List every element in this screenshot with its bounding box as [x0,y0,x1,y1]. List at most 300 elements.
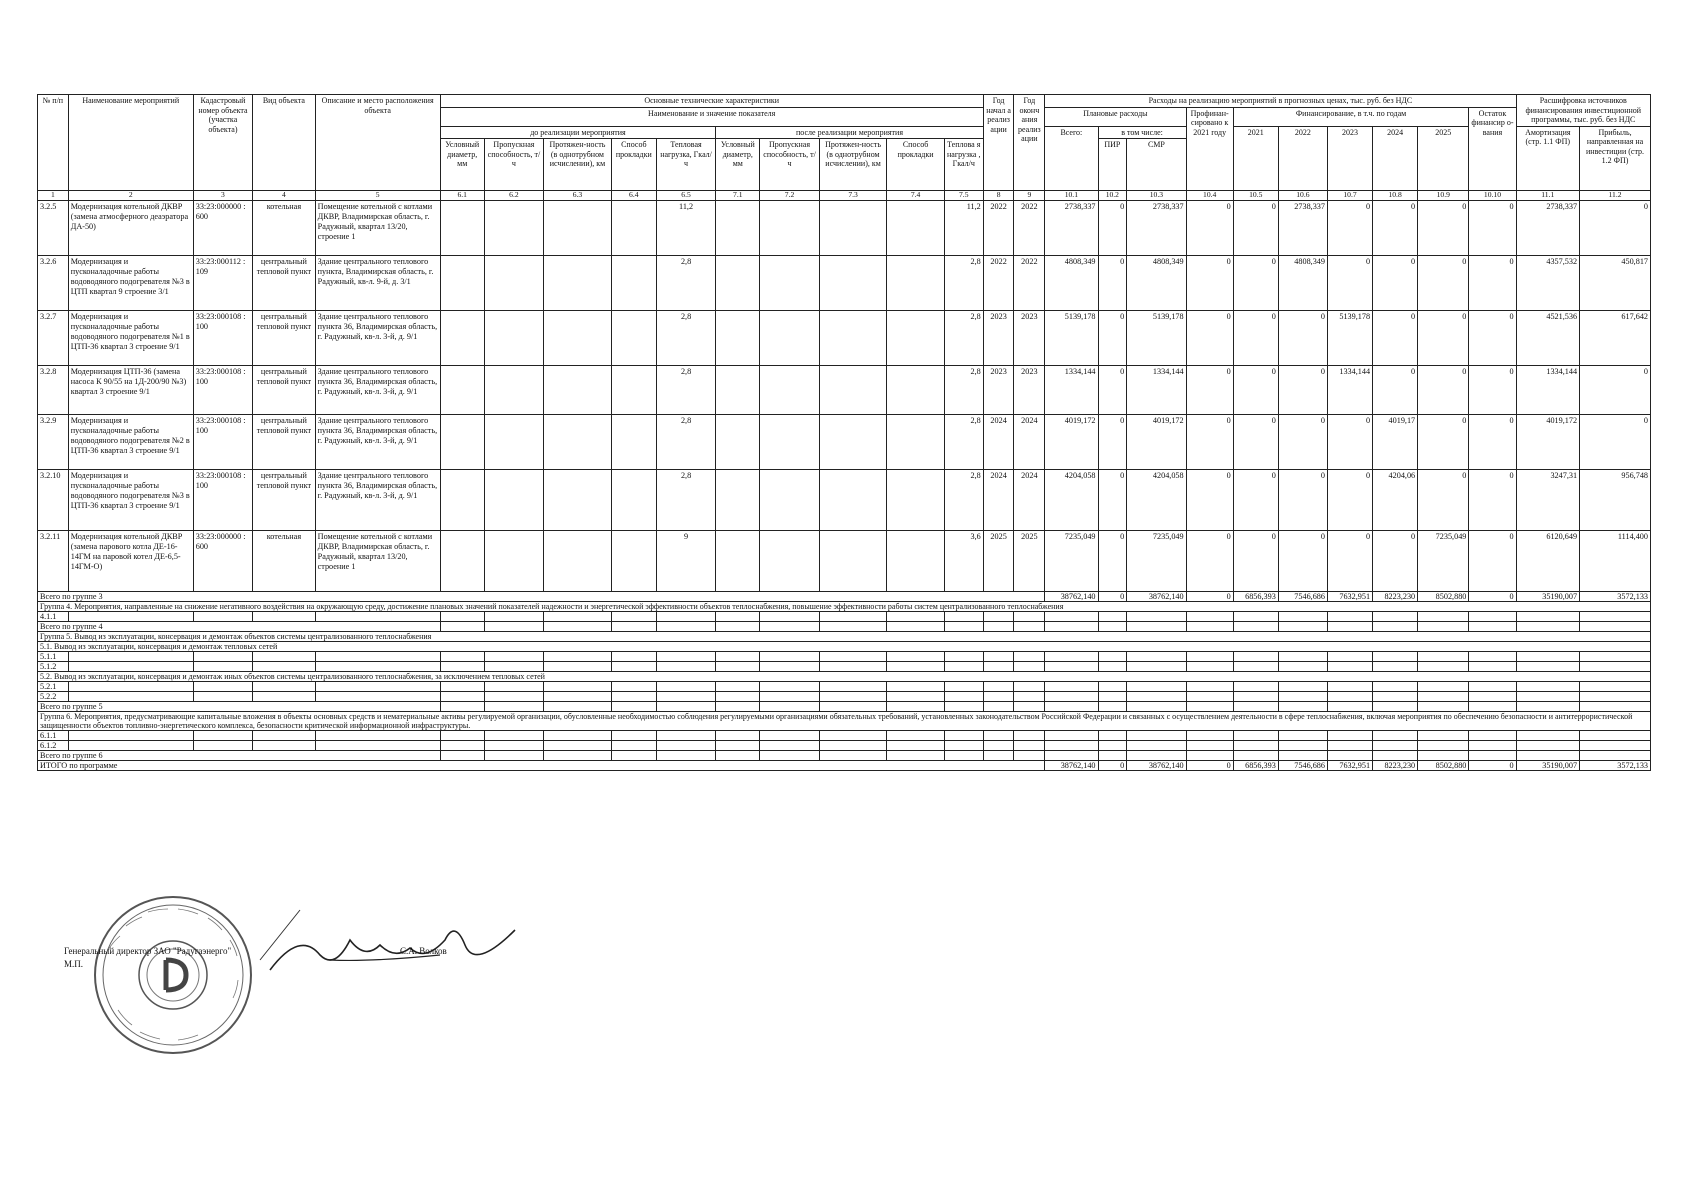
heat-load-after: 2,8 [944,470,983,531]
hdr-tech-sub: Наименование и значение показателя [440,107,983,126]
year-start: 2022 [983,256,1014,311]
empty-cell [1186,622,1233,632]
empty-cell [1373,692,1418,702]
empty-cell [611,692,656,702]
empty-cell [68,652,193,662]
cost-pir: 0 [1098,415,1127,470]
object-type: котельная [253,531,316,592]
empty-cell [544,201,612,256]
cost-remain: 0 [1469,531,1516,592]
empty-cell [611,415,656,470]
empty-cell [1373,662,1418,672]
total-y2025: 8502,880 [1418,592,1469,602]
year-end: 2022 [1014,201,1045,256]
group-5-total: Всего по группе 5 [38,702,441,712]
empty-cell [1469,682,1516,692]
empty-cell [656,622,715,632]
col-number: 10.8 [1373,191,1418,201]
empty-cell [1373,622,1418,632]
empty-cell [611,652,656,662]
empty-cell [716,311,760,366]
empty-cell [440,415,484,470]
empty-cell [315,682,440,692]
empty-cell [1580,662,1651,672]
empty-cell [1516,741,1580,751]
heat-load-before: 2,8 [656,256,715,311]
measure-name: Модернизация и пусконаладочные работы водоводяного подогревателя №3 в ЦТП-36 квартал 3 строение 9/1 [68,470,193,531]
cost-pir: 0 [1098,201,1127,256]
total-profit: 3572,133 [1580,761,1651,771]
year-start: 2024 [983,470,1014,531]
table-row [38,201,1651,256]
hdr-length-after: Протяжен-ность (в однотрубном исчислении), км [819,139,887,191]
total-total: 38762,140 [1045,592,1098,602]
empty-cell [440,741,484,751]
object-description: Здание центрального теплового пункта, Владимирская область, г. Радужный, кв-л. 9-й, д. 3/1 [315,256,440,311]
empty-cell [983,751,1014,761]
col-number: 10.3 [1127,191,1186,201]
empty-cell [193,612,252,622]
empty-cell [253,652,316,662]
empty-cell [1098,731,1127,741]
empty-cell [611,682,656,692]
empty-cell [1418,751,1469,761]
total-y2025: 8502,880 [1418,761,1469,771]
hdr-type: Вид объекта [253,95,316,191]
empty-cell [887,622,944,632]
empty-cell [1373,731,1418,741]
empty-cell [484,652,543,662]
empty-cell [944,702,983,712]
empty-cell [1418,692,1469,702]
empty-cell [544,662,612,672]
cost-profit: 1114,400 [1580,531,1651,592]
year-end: 2025 [1014,531,1045,592]
hdr-throughput-before: Пропускная способность, т/ч [484,139,543,191]
cost-y2021: 0 [1233,311,1278,366]
cost-total: 4808,349 [1045,256,1098,311]
empty-cell [1098,612,1127,622]
empty-cell [656,652,715,662]
empty-cell [887,731,944,741]
empty-cell [1278,652,1327,662]
object-type: центральный тепловой пункт [253,366,316,415]
empty-cell [1233,741,1278,751]
empty-cell [1233,731,1278,741]
empty-cell [1233,692,1278,702]
empty-cell [716,702,760,712]
hdr-pir: ПИР [1098,139,1127,191]
empty-cell [760,311,819,366]
empty-cell [315,741,440,751]
col-number: 10.6 [1278,191,1327,201]
group-6-total: Всего по группе 6 [38,751,441,761]
cost-y2021: 0 [1233,256,1278,311]
cost-profit: 0 [1580,201,1651,256]
empty-cell [760,751,819,761]
empty-cell [887,612,944,622]
table-row [38,366,1651,415]
col-number: 10.1 [1045,191,1098,201]
cadastral-number: 33:23:000108 : 100 [193,470,252,531]
empty-cell [1098,751,1127,761]
empty-cell [1186,612,1233,622]
empty-cell [1233,751,1278,761]
cadastral-number: 33:23:000108 : 100 [193,311,252,366]
group-4-total: Всего по группе 4 [38,622,441,632]
empty-cell [1327,692,1372,702]
total-total: 38762,140 [1045,761,1098,771]
total-amort: 35190,007 [1516,761,1580,771]
empty-cell [716,662,760,672]
cost-profit: 450,817 [1580,256,1651,311]
empty-cell [760,731,819,741]
empty-cell [1278,622,1327,632]
total-y2021: 6856,393 [1233,592,1278,602]
heat-load-before: 11,2 [656,201,715,256]
hdr-method-after: Способ прокладки [887,139,944,191]
total-label: Всего по группе 3 [38,592,1045,602]
empty-cell [440,256,484,311]
cost-y2024: 0 [1373,256,1418,311]
empty-cell [1045,692,1098,702]
hdr-method-before: Способ прокладки [611,139,656,191]
empty-cell [193,692,252,702]
col-number: 10.4 [1186,191,1233,201]
empty-cell [819,731,887,741]
empty-cell [484,751,543,761]
empty-cell [819,692,887,702]
heat-load-after: 3,6 [944,531,983,592]
empty-cell [1418,652,1469,662]
empty-cell [1127,751,1186,761]
empty-cell [1469,622,1516,632]
empty-cell [1469,731,1516,741]
empty-cell [544,741,612,751]
col-number: 8 [983,191,1014,201]
total-pir: 0 [1098,592,1127,602]
empty-cell [1127,662,1186,672]
empty-cell [1418,731,1469,741]
empty-cell [253,692,316,702]
empty-cell [1233,612,1278,622]
empty-cell [716,201,760,256]
empty-cell [1418,702,1469,712]
empty-cell [253,731,316,741]
empty-cell [716,682,760,692]
empty-cell [1045,682,1098,692]
cost-y2021: 0 [1233,470,1278,531]
cost-smr: 4019,172 [1127,415,1186,470]
empty-cell [656,751,715,761]
table-row [38,191,1651,201]
year-start: 2023 [983,366,1014,415]
table-row [38,415,1651,470]
empty-cell [716,731,760,741]
empty-cell [1045,741,1098,751]
empty-cell [944,692,983,702]
empty-cell [611,201,656,256]
empty-cell [1233,662,1278,672]
empty-cell [68,692,193,702]
empty-cell [1233,652,1278,662]
empty-cell [440,201,484,256]
cost-y2023: 0 [1327,415,1372,470]
empty-cell [1373,702,1418,712]
hdr-num: № п/п [38,95,69,191]
empty-cell [760,702,819,712]
row-number: 3.2.7 [38,311,69,366]
cost-total: 2738,337 [1045,201,1098,256]
empty-cell [1127,731,1186,741]
total-prefin: 0 [1186,592,1233,602]
empty-cell [1469,662,1516,672]
empty-cell [1469,702,1516,712]
cost-remain: 0 [1469,201,1516,256]
empty-cell [887,470,944,531]
cost-smr: 7235,049 [1127,531,1186,592]
empty-cell [1045,731,1098,741]
empty-cell [983,692,1014,702]
cost-y2023: 0 [1327,531,1372,592]
hdr-prefin: Профинан-сировано к 2021 году [1186,107,1233,191]
hdr-name: Наименование мероприятий [68,95,193,191]
empty-cell [1045,662,1098,672]
group-6-item: 6.1.1 [38,731,69,741]
table-row [38,622,1651,632]
cost-y2021: 0 [1233,415,1278,470]
empty-cell [819,612,887,622]
heat-load-after: 2,8 [944,256,983,311]
col-number: 10.2 [1098,191,1127,201]
col-number: 10.9 [1418,191,1469,201]
row-number: 3.2.9 [38,415,69,470]
empty-cell [656,702,715,712]
cost-total: 7235,049 [1045,531,1098,592]
empty-cell [544,311,612,366]
empty-cell [887,741,944,751]
measure-name: Модернизация котельной ДКВР (замена парового котла ДЕ-16-14ГМ на паровой котел ДЕ-6,5-14ГМ-О) [68,531,193,592]
empty-cell [1098,662,1127,672]
cost-prefin: 0 [1186,201,1233,256]
empty-cell [484,682,543,692]
empty-cell [1098,692,1127,702]
col-number: 7.1 [716,191,760,201]
empty-cell [1580,702,1651,712]
total-smr: 38762,140 [1127,761,1186,771]
empty-cell [611,751,656,761]
row-number: 3.2.6 [38,256,69,311]
row-number: 3.2.11 [38,531,69,592]
empty-cell [1127,702,1186,712]
col-number: 6.5 [656,191,715,201]
empty-cell [716,531,760,592]
empty-cell [611,366,656,415]
empty-cell [716,741,760,751]
col-number: 2 [68,191,193,201]
empty-cell [1127,622,1186,632]
group-6-title: Группа 6. Мероприятия, предусматривающие капитальные вложения в объекты основных средств и нематериальные активы регулируемой организации, обусловленные необходимостью соблюдения регулируемыми организациями обязательных требований, установленных законодательством Российской Федерации и связанных с осуществлением деятельности в сфере теплоснабжения, включая мероприятия по обеспечению безопасности и антитеррористической защищенности объектов топливно-энергетического комплекса, безопасности критической информационной инфраструктуры. [38,712,1651,731]
hdr-remain: Остаток финансир о-вания [1469,107,1516,191]
cost-smr: 4204,058 [1127,470,1186,531]
cost-amort: 6120,649 [1516,531,1580,592]
empty-cell [1014,682,1045,692]
year-start: 2025 [983,531,1014,592]
empty-cell [484,311,543,366]
empty-cell [1580,692,1651,702]
hdr-diam-before: Условный диаметр, мм [440,139,484,191]
col-number: 3 [193,191,252,201]
empty-cell [1327,751,1372,761]
empty-cell [544,366,612,415]
cost-y2023: 1334,144 [1327,366,1372,415]
empty-cell [1516,652,1580,662]
empty-cell [1186,702,1233,712]
cost-y2021: 0 [1233,366,1278,415]
cost-total: 5139,178 [1045,311,1098,366]
empty-cell [1186,731,1233,741]
col-number: 1 [38,191,69,201]
col-number: 10.10 [1469,191,1516,201]
empty-cell [1580,682,1651,692]
object-description: Здание центрального теплового пункта 36, Владимирская область, г. Радужный, кв-л. 3-й, д. 9/1 [315,311,440,366]
empty-cell [1014,692,1045,702]
empty-cell [656,662,715,672]
year-end: 2024 [1014,470,1045,531]
empty-cell [484,692,543,702]
empty-cell [1014,731,1045,741]
cost-y2022: 0 [1278,366,1327,415]
empty-cell [1373,652,1418,662]
measure-name: Модернизация и пусконаладочные работы водоводяного подогревателя №3 в ЦТП квартал 9 строение 3/1 [68,256,193,311]
empty-cell [760,201,819,256]
empty-cell [611,741,656,751]
empty-cell [1418,662,1469,672]
empty-cell [819,702,887,712]
empty-cell [1127,612,1186,622]
empty-cell [193,741,252,751]
empty-cell [983,652,1014,662]
table-row [38,761,1651,771]
cost-amort: 4019,172 [1516,415,1580,470]
col-number: 7.3 [819,191,887,201]
empty-cell [440,652,484,662]
empty-cell [1045,622,1098,632]
col-number: 9 [1014,191,1045,201]
empty-cell [983,702,1014,712]
cost-y2024: 0 [1373,201,1418,256]
empty-cell [315,652,440,662]
empty-cell [1127,652,1186,662]
empty-cell [983,612,1014,622]
object-type: центральный тепловой пункт [253,470,316,531]
cost-remain: 0 [1469,366,1516,415]
empty-cell [484,741,543,751]
empty-cell [819,311,887,366]
empty-cell [1186,652,1233,662]
empty-cell [1418,622,1469,632]
empty-cell [1045,751,1098,761]
cost-y2023: 0 [1327,256,1372,311]
empty-cell [253,741,316,751]
cost-y2022: 0 [1278,311,1327,366]
table-row [38,692,1651,702]
cost-amort: 3247,31 [1516,470,1580,531]
empty-cell [544,692,612,702]
empty-cell [983,682,1014,692]
empty-cell [760,256,819,311]
group-5-2-title: 5.2. Вывод из эксплуатации, консервация и демонтаж иных объектов системы централизованного теплоснабжения, за исключением тепловых сетей [38,672,1651,682]
cost-amort: 4357,532 [1516,256,1580,311]
cadastral-number: 33:23:000108 : 100 [193,415,252,470]
empty-cell [1278,692,1327,702]
hdr-before: до реализации мероприятия [440,126,716,139]
empty-cell [887,692,944,702]
empty-cell [440,622,484,632]
empty-cell [819,662,887,672]
empty-cell [193,682,252,692]
group-4-title: Группа 4. Мероприятия, направленные на снижение негативного воздействия на окружающую среду, достижение плановых значений показателей надежности и энергетической эффективности объектов теплоснабжения, повышение эффективности работы систем централизованного теплоснабжения [38,602,1651,612]
empty-cell [544,751,612,761]
empty-cell [656,682,715,692]
empty-cell [760,470,819,531]
empty-cell [1580,741,1651,751]
total-y2022: 7546,686 [1278,592,1327,602]
empty-cell [1098,702,1127,712]
empty-cell [484,662,543,672]
hdr-total: Всего: [1045,126,1098,191]
heat-load-after: 2,8 [944,415,983,470]
empty-cell [611,622,656,632]
empty-cell [440,311,484,366]
measure-name: Модернизация ЦТП-36 (замена насоса К 90/55 на 1Д-200/90 №3) квартал 3 строение 9/1 [68,366,193,415]
empty-cell [1014,702,1045,712]
col-number: 4 [253,191,316,201]
empty-cell [440,531,484,592]
hdr-length-before: Протяжен-ность (в однотрубном исчислении), км [544,139,612,191]
year-end: 2023 [1014,366,1045,415]
empty-cell [944,731,983,741]
empty-cell [656,741,715,751]
empty-cell [819,415,887,470]
group-5-1-item: 5.1.1 [38,652,69,662]
empty-cell [1278,731,1327,741]
cost-y2022: 2738,337 [1278,201,1327,256]
col-number: 10.7 [1327,191,1372,201]
empty-cell [887,702,944,712]
empty-cell [1373,682,1418,692]
object-description: Здание центрального теплового пункта 36, Владимирская область, г. Радужный, кв-л. 3-й, д. 9/1 [315,366,440,415]
cost-smr: 2738,337 [1127,201,1186,256]
empty-cell [1516,731,1580,741]
cost-pir: 0 [1098,531,1127,592]
table-row [38,470,1651,531]
empty-cell [1233,702,1278,712]
row-number: 3.2.10 [38,470,69,531]
hdr-cadastral: Кадастровый номер объекта (участка объекта) [193,95,252,191]
col-number: 10.5 [1233,191,1278,201]
group-4-item: 4.1.1 [38,612,69,622]
col-number: 11.1 [1516,191,1580,201]
empty-cell [440,682,484,692]
empty-cell [887,415,944,470]
hdr-after: после реализации мероприятия [716,126,983,139]
empty-cell [544,682,612,692]
col-number: 6.4 [611,191,656,201]
object-description: Помещение котельной с котлами ДКВР, Владимирская область, г. Радужный, квартал 13/20, строение 1 [315,531,440,592]
hdr-desc: Описание и место расположения объекта [315,95,440,191]
year-end: 2023 [1014,311,1045,366]
